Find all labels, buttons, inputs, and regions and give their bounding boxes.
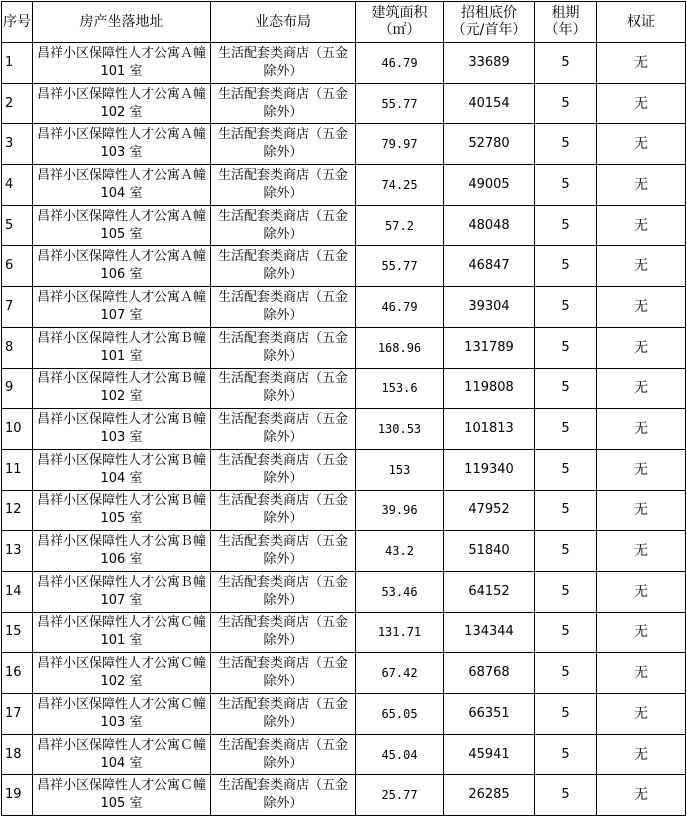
cell-layout: 生活配套类商店（五金除外） — [211, 327, 356, 368]
cell-layout: 生活配套类商店（五金除外） — [211, 571, 356, 612]
cell-address: 昌祥小区保障性人才公寓Ａ幢104 室 — [33, 165, 211, 206]
cell-cert: 无 — [597, 124, 686, 165]
header-layout: 业态布局 — [211, 2, 356, 43]
cell-address: 昌祥小区保障性人才公寓Ｂ幢101 室 — [33, 327, 211, 368]
cell-price: 64152 — [444, 571, 535, 612]
cell-layout: 生活配套类商店（五金除外） — [211, 734, 356, 775]
header-term-line2: （年） — [544, 22, 587, 38]
cell-area: 53.46 — [356, 571, 444, 612]
table-row — [2, 449, 686, 490]
cell-seq: 6 — [2, 246, 33, 287]
cell-address: 昌祥小区保障性人才公寓Ｃ幢104 室 — [33, 734, 211, 775]
cell-seq: 7 — [2, 287, 33, 328]
cell-cert: 无 — [597, 775, 686, 816]
cell-term: 5 — [535, 205, 597, 246]
table-row — [2, 368, 686, 409]
cell-cert: 无 — [597, 205, 686, 246]
cell-seq: 11 — [2, 449, 33, 490]
table-row — [2, 327, 686, 368]
cell-seq: 5 — [2, 205, 33, 246]
cell-area: 57.2 — [356, 205, 444, 246]
cell-layout: 生活配套类商店（五金除外） — [211, 694, 356, 735]
cell-layout: 生活配套类商店（五金除外） — [211, 165, 356, 206]
cell-seq: 15 — [2, 612, 33, 653]
cell-cert: 无 — [597, 734, 686, 775]
cell-term: 5 — [535, 490, 597, 531]
header-price-line1: 招租底价 — [461, 5, 517, 21]
table-row — [2, 409, 686, 450]
cell-term: 5 — [535, 165, 597, 206]
cell-area: 67.42 — [356, 653, 444, 694]
cell-price: 52780 — [444, 124, 535, 165]
header-term — [535, 2, 597, 43]
cell-price: 101813 — [444, 409, 535, 450]
cell-price: 119808 — [444, 368, 535, 409]
cell-price: 134344 — [444, 612, 535, 653]
header-price-line2: （元/首年） — [451, 22, 527, 38]
cell-cert: 无 — [597, 327, 686, 368]
cell-term: 5 — [535, 409, 597, 450]
header-area — [356, 2, 444, 43]
cell-cert: 无 — [597, 409, 686, 450]
rental-listing-table-container — [1, 1, 686, 816]
cell-price: 51840 — [444, 531, 535, 572]
table-row — [2, 694, 686, 735]
cell-area: 46.79 — [356, 43, 444, 84]
cell-address: 昌祥小区保障性人才公寓Ｃ幢103 室 — [33, 694, 211, 735]
cell-address: 昌祥小区保障性人才公寓Ｃ幢102 室 — [33, 653, 211, 694]
cell-area: 39.96 — [356, 490, 444, 531]
cell-price: 39304 — [444, 287, 535, 328]
cell-area: 55.77 — [356, 83, 444, 124]
cell-term: 5 — [535, 734, 597, 775]
cell-cert: 无 — [597, 246, 686, 287]
cell-term: 5 — [535, 124, 597, 165]
cell-term: 5 — [535, 531, 597, 572]
table-row — [2, 531, 686, 572]
table-row — [2, 734, 686, 775]
cell-cert: 无 — [597, 368, 686, 409]
cell-area: 130.53 — [356, 409, 444, 450]
cell-cert: 无 — [597, 694, 686, 735]
cell-layout: 生活配套类商店（五金除外） — [211, 775, 356, 816]
table-row — [2, 43, 686, 84]
cell-seq: 12 — [2, 490, 33, 531]
cell-area: 45.04 — [356, 734, 444, 775]
cell-area: 25.77 — [356, 775, 444, 816]
cell-layout: 生活配套类商店（五金除外） — [211, 287, 356, 328]
cell-term: 5 — [535, 287, 597, 328]
cell-layout: 生活配套类商店（五金除外） — [211, 531, 356, 572]
cell-term: 5 — [535, 83, 597, 124]
header-area-line2: （㎡） — [378, 22, 421, 38]
cell-seq: 9 — [2, 368, 33, 409]
cell-address: 昌祥小区保障性人才公寓Ａ幢101 室 — [33, 43, 211, 84]
cell-layout: 生活配套类商店（五金除外） — [211, 449, 356, 490]
table-row — [2, 246, 686, 287]
cell-layout: 生活配套类商店（五金除外） — [211, 653, 356, 694]
cell-term: 5 — [535, 449, 597, 490]
cell-area: 65.05 — [356, 694, 444, 735]
table-row — [2, 571, 686, 612]
cell-term: 5 — [535, 246, 597, 287]
cell-term: 5 — [535, 694, 597, 735]
table-body — [2, 43, 686, 816]
cell-layout: 生活配套类商店（五金除外） — [211, 43, 356, 84]
cell-term: 5 — [535, 775, 597, 816]
cell-seq: 2 — [2, 83, 33, 124]
cell-layout: 生活配套类商店（五金除外） — [211, 83, 356, 124]
cell-address: 昌祥小区保障性人才公寓Ｂ幢102 室 — [33, 368, 211, 409]
cell-cert: 无 — [597, 43, 686, 84]
table-header-row — [2, 2, 686, 43]
table-row — [2, 124, 686, 165]
cell-area: 55.77 — [356, 246, 444, 287]
cell-area: 153 — [356, 449, 444, 490]
cell-layout: 生活配套类商店（五金除外） — [211, 490, 356, 531]
cell-seq: 14 — [2, 571, 33, 612]
cell-cert: 无 — [597, 83, 686, 124]
cell-price: 26285 — [444, 775, 535, 816]
cell-seq: 10 — [2, 409, 33, 450]
cell-address: 昌祥小区保障性人才公寓Ａ幢102 室 — [33, 83, 211, 124]
cell-price: 119340 — [444, 449, 535, 490]
header-term-line1: 租期 — [551, 5, 580, 21]
table-row — [2, 653, 686, 694]
cell-seq: 1 — [2, 43, 33, 84]
header-cert: 权证 — [597, 2, 686, 43]
cell-price: 45941 — [444, 734, 535, 775]
cell-address: 昌祥小区保障性人才公寓Ａ幢107 室 — [33, 287, 211, 328]
table-row — [2, 165, 686, 206]
cell-term: 5 — [535, 612, 597, 653]
cell-cert: 无 — [597, 287, 686, 328]
cell-address: 昌祥小区保障性人才公寓Ｃ幢101 室 — [33, 612, 211, 653]
cell-term: 5 — [535, 368, 597, 409]
cell-area: 153.6 — [356, 368, 444, 409]
cell-area: 168.96 — [356, 327, 444, 368]
table-row — [2, 83, 686, 124]
cell-address: 昌祥小区保障性人才公寓Ａ幢106 室 — [33, 246, 211, 287]
cell-cert: 无 — [597, 490, 686, 531]
cell-cert: 无 — [597, 531, 686, 572]
cell-seq: 18 — [2, 734, 33, 775]
cell-price: 33689 — [444, 43, 535, 84]
header-price — [444, 2, 535, 43]
cell-seq: 16 — [2, 653, 33, 694]
cell-cert: 无 — [597, 165, 686, 206]
cell-address: 昌祥小区保障性人才公寓Ａ幢103 室 — [33, 124, 211, 165]
cell-area: 74.25 — [356, 165, 444, 206]
cell-seq: 8 — [2, 327, 33, 368]
cell-layout: 生活配套类商店（五金除外） — [211, 409, 356, 450]
cell-price: 49005 — [444, 165, 535, 206]
cell-price: 48048 — [444, 205, 535, 246]
cell-layout: 生活配套类商店（五金除外） — [211, 246, 356, 287]
cell-seq: 17 — [2, 694, 33, 735]
table-row — [2, 287, 686, 328]
cell-price: 46847 — [444, 246, 535, 287]
cell-layout: 生活配套类商店（五金除外） — [211, 124, 356, 165]
cell-cert: 无 — [597, 653, 686, 694]
cell-area: 46.79 — [356, 287, 444, 328]
cell-price: 40154 — [444, 83, 535, 124]
cell-seq: 3 — [2, 124, 33, 165]
cell-layout: 生活配套类商店（五金除外） — [211, 368, 356, 409]
cell-area: 43.2 — [356, 531, 444, 572]
cell-seq: 4 — [2, 165, 33, 206]
table-row — [2, 205, 686, 246]
cell-address: 昌祥小区保障性人才公寓Ｂ幢105 室 — [33, 490, 211, 531]
cell-address: 昌祥小区保障性人才公寓Ａ幢105 室 — [33, 205, 211, 246]
cell-address: 昌祥小区保障性人才公寓Ｂ幢107 室 — [33, 571, 211, 612]
table-row — [2, 490, 686, 531]
header-address: 房产坐落地址 — [33, 2, 211, 43]
cell-price: 47952 — [444, 490, 535, 531]
cell-term: 5 — [535, 571, 597, 612]
header-area-line1: 建筑面积 — [371, 5, 428, 21]
cell-address: 昌祥小区保障性人才公寓Ｂ幢106 室 — [33, 531, 211, 572]
cell-cert: 无 — [597, 449, 686, 490]
cell-price: 131789 — [444, 327, 535, 368]
table-row — [2, 775, 686, 816]
cell-cert: 无 — [597, 571, 686, 612]
cell-seq: 13 — [2, 531, 33, 572]
cell-area: 79.97 — [356, 124, 444, 165]
cell-term: 5 — [535, 43, 597, 84]
cell-address: 昌祥小区保障性人才公寓Ｂ幢104 室 — [33, 449, 211, 490]
cell-cert: 无 — [597, 612, 686, 653]
cell-area: 131.71 — [356, 612, 444, 653]
cell-term: 5 — [535, 653, 597, 694]
cell-layout: 生活配套类商店（五金除外） — [211, 612, 356, 653]
header-seq: 序号 — [2, 2, 33, 43]
rental-listing-table — [1, 1, 686, 816]
cell-term: 5 — [535, 327, 597, 368]
cell-price: 68768 — [444, 653, 535, 694]
cell-seq: 19 — [2, 775, 33, 816]
cell-address: 昌祥小区保障性人才公寓Ｂ幢103 室 — [33, 409, 211, 450]
cell-address: 昌祥小区保障性人才公寓Ｃ幢105 室 — [33, 775, 211, 816]
cell-price: 66351 — [444, 694, 535, 735]
table-row — [2, 612, 686, 653]
cell-layout: 生活配套类商店（五金除外） — [211, 205, 356, 246]
